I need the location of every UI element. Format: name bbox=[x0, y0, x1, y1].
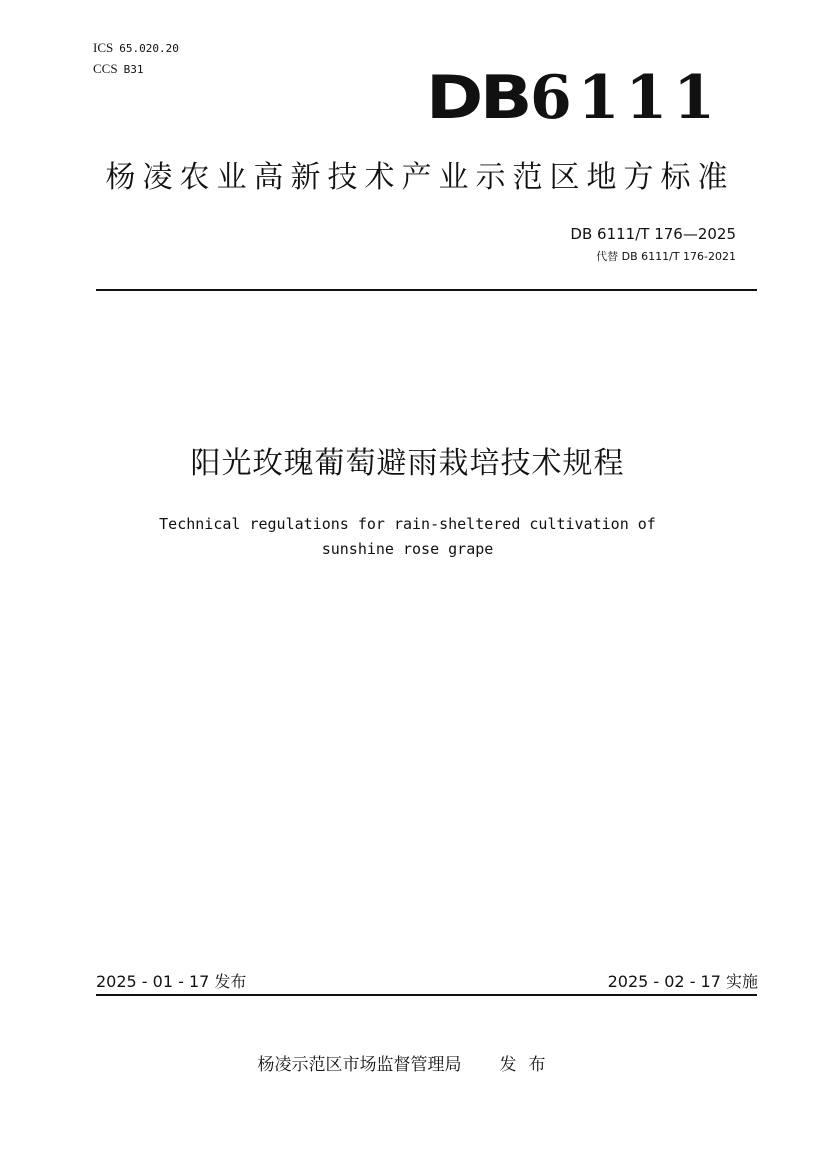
standard-mark-number: 6111 bbox=[530, 63, 721, 133]
ccs-line bbox=[93, 61, 143, 78]
english-title-line-1: Technical regulations for rain-sheltered cultivation of bbox=[159, 515, 656, 533]
replaces-note: 代替 DB 6111/T 176-2021 bbox=[596, 250, 736, 263]
issuer bbox=[0, 1052, 815, 1078]
header-divider bbox=[96, 289, 757, 291]
standard-number: DB 6111/T 176—2025 bbox=[570, 225, 736, 243]
ics-line bbox=[93, 40, 179, 57]
standard-type: 杨凌农业高新技术产业示范区地方标准 bbox=[105, 160, 735, 195]
document-title: 阳光玫瑰葡萄避雨栽培技术规程 bbox=[190, 446, 625, 481]
implementation-date: 2025 - 02 - 17 实施 bbox=[607, 972, 758, 991]
footer-divider bbox=[96, 994, 757, 996]
ccs-label: CCS bbox=[93, 61, 118, 76]
ics-label: ICS bbox=[93, 40, 114, 55]
standard-mark bbox=[426, 62, 721, 134]
english-title-line-2: sunshine rose grape bbox=[321, 540, 494, 558]
issuer-verb: 发布 bbox=[499, 1055, 558, 1075]
standard-mark-prefix: DB bbox=[426, 63, 529, 133]
release-date: 2025 - 01 - 17 发布 bbox=[96, 972, 247, 991]
ics-code: 65.020.20 bbox=[119, 42, 179, 55]
issuer-name: 杨凌示范区市场监督管理局 bbox=[257, 1055, 462, 1075]
ccs-code: B31 bbox=[123, 63, 144, 76]
